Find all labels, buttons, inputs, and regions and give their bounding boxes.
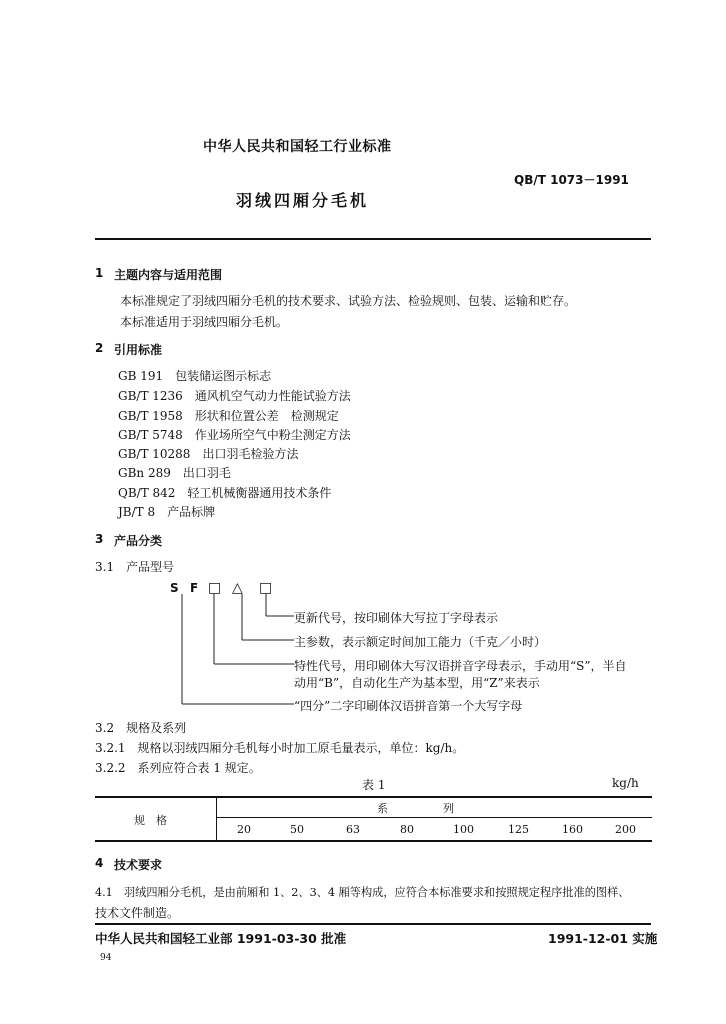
model-box-symbol-2: □: [259, 580, 273, 596]
subsection-3-2-2: 3.2.2 系列应符合表 1 规定。: [95, 761, 261, 775]
subsection-3-2: 3.2 规格及系列: [95, 721, 187, 735]
effective-date: 1991-12-01 实施: [548, 931, 658, 946]
table-caption: 表 1: [362, 778, 386, 792]
reference-item: GB/T 10288 出口羽毛检验方法: [118, 447, 299, 461]
header-rule: [95, 238, 651, 240]
issuer-title: 中华人民共和国轻工行业标准: [203, 139, 392, 155]
table-unit: kg/h: [612, 776, 639, 790]
section-1-paragraph-1: 本标准规定了羽绒四厢分毛机的技术要求、试验方法、检验规则、包装、运输和贮存。: [120, 294, 577, 308]
section-4-number: 4: [95, 856, 104, 870]
reference-item: QB/T 842 轻工机械衡器通用技术条件: [118, 486, 332, 500]
approval-line: 中华人民共和国轻工业部 1991-03-30 批准: [95, 931, 347, 946]
section-1-paragraph-2: 本标准适用于羽绒四厢分毛机。: [120, 315, 289, 329]
table-cell: 125: [508, 823, 529, 836]
section-2-heading: 引用标准: [114, 343, 163, 357]
section-3-number: 3: [95, 532, 104, 546]
subsection-3-2-1: 3.2.1 规格以羽绒四厢分毛机每小时加工原毛量表示，单位：kg/h。: [95, 741, 465, 755]
section-3-heading: 产品分类: [114, 534, 163, 548]
model-box-symbol: □: [208, 580, 222, 596]
document-title: 羽绒四厢分毛机: [236, 191, 370, 210]
section-4-heading: 技术要求: [114, 858, 163, 872]
table-bottom-rule: [95, 840, 652, 842]
reference-item: GB 191 包装储运图示标志: [118, 369, 272, 383]
section-1-number: 1: [95, 266, 104, 280]
reference-item: GB/T 1236 通风机空气动力性能试验方法: [118, 389, 351, 403]
table-top-rule: [95, 796, 652, 798]
callout-update-code: 更新代号，按印刷体大写拉丁字母表示: [294, 611, 499, 625]
table-cell: 63: [346, 823, 360, 836]
page-number: 94: [100, 953, 112, 963]
table-column-divider: [216, 797, 217, 840]
table-cell: 50: [290, 823, 304, 836]
table-row-header: 规 格: [134, 814, 167, 827]
section-4-1-line-2: 技术文件制造。: [95, 906, 180, 920]
reference-item: GB/T 1958 形状和位置公差 检测规定: [118, 409, 339, 423]
footer-rule: [95, 923, 651, 925]
section-4-1-line-1: 4.1 羽绒四厢分毛机，是由前厢和 1、2、3、4 厢等构成，应符合本标准要求和按照规定程序批准的图样、: [95, 886, 630, 899]
table-cell: 200: [615, 823, 636, 836]
table-inner-rule: [216, 817, 652, 818]
standard-code: QB/T 1073－1991: [514, 173, 629, 187]
table-cell: 20: [237, 823, 251, 836]
reference-item: JB/T 8 产品标牌: [118, 505, 216, 519]
table-cell: 80: [400, 823, 414, 836]
model-code-connector-lines: [170, 594, 300, 712]
reference-item: GBn 289 出口羽毛: [118, 466, 231, 480]
reference-item: GB/T 5748 作业场所空气中粉尘测定方法: [118, 428, 351, 442]
callout-name-initial: “四分”二字印刷体汉语拼音第一个大写字母: [294, 699, 523, 713]
callout-feature-code-line-2: 动用“B”，自动化生产为基本型，用“Z”来表示: [294, 676, 540, 690]
table-cell: 160: [562, 823, 583, 836]
table-column-header: 系 列: [377, 802, 454, 815]
model-letter-s: S: [170, 581, 179, 595]
model-letter-f: F: [190, 581, 199, 595]
section-2-number: 2: [95, 341, 104, 355]
table-cell: 100: [453, 823, 474, 836]
section-1-heading: 主题内容与适用范围: [114, 268, 223, 282]
callout-feature-code-line-1: 特性代号，用印刷体大写汉语拼音字母表示，手动用“S”，半自: [294, 659, 627, 673]
subsection-3-1: 3.1 产品型号: [95, 560, 175, 574]
model-triangle-symbol: △: [232, 580, 243, 596]
callout-main-parameter: 主参数，表示额定时间加工能力（千克／小时）: [294, 635, 547, 649]
